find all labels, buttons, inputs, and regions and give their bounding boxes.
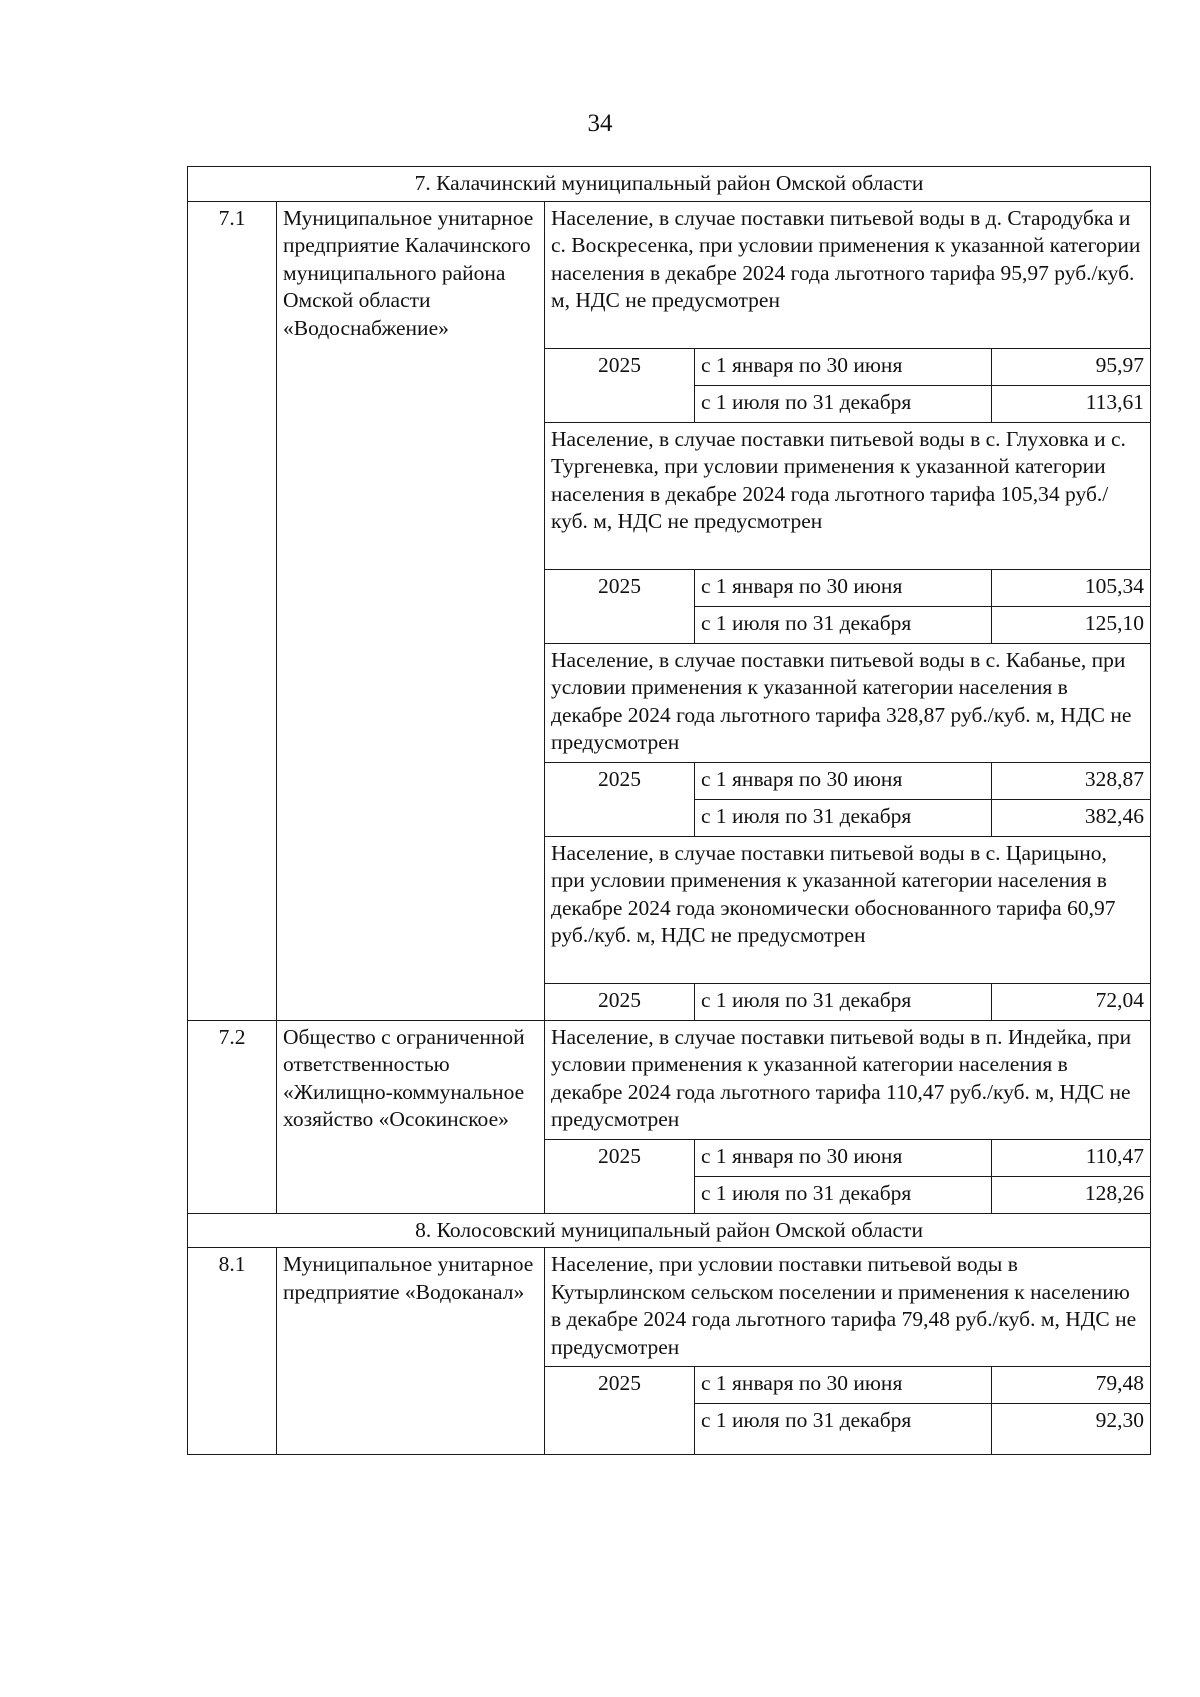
entry-row (188, 1020, 1151, 1139)
tariff-value: 328,87 (992, 762, 1151, 799)
tariff-value: 92,30 (992, 1404, 1151, 1455)
tariff-value: 382,46 (992, 799, 1151, 836)
section-row (188, 1213, 1151, 1248)
tariff-value: 95,97 (992, 348, 1151, 385)
tariff-year: 2025 (545, 762, 695, 836)
tariff-period: с 1 июля по 31 декабря (695, 606, 992, 643)
organization-name: Муниципальное унитарное предприятие «Водоканал» (277, 1248, 545, 1455)
tariff-table (187, 166, 1151, 1455)
tariff-year: 2025 (545, 983, 695, 1020)
entry-row (188, 1248, 1151, 1367)
tariff-value: 113,61 (992, 385, 1151, 422)
section-title: 7. Калачинский муниципальный район Омской области (188, 167, 1151, 202)
consumer-description: Население, в случае поставки питьевой воды в д. Стародубка и с. Воскресенка, при условии применения к указанной категории населения в декабре 2024 года льготного тарифа 95,97 руб./куб. м, НДС не предусмотрен (545, 201, 1151, 348)
consumer-description: Население, при условии поставки питьевой воды в Кутырлинском сельском поселении и применения к населению в декабре 2024 года льготного тарифа 79,48 руб./куб. м, НДС не предусмотрен (545, 1248, 1151, 1367)
tariff-period: с 1 января по 30 июня (695, 569, 992, 606)
entry-row (188, 201, 1151, 348)
entry-number: 7.2 (188, 1020, 277, 1213)
consumer-description: Население, в случае поставки питьевой воды в с. Царицыно, при условии применения к указанной категории населения в декабре 2024 года экономически обоснованного тарифа 60,97 руб./куб. м, НДС не предусмотрен (545, 836, 1151, 983)
tariff-year: 2025 (545, 1139, 695, 1213)
tariff-value: 128,26 (992, 1176, 1151, 1213)
tariff-period: с 1 июля по 31 декабря (695, 983, 992, 1020)
tariff-period: с 1 июля по 31 декабря (695, 1404, 992, 1455)
entry-number: 8.1 (188, 1248, 277, 1455)
consumer-description: Население, в случае поставки питьевой воды в п. Индейка, при условии применения к указанной категории населения в декабре 2024 года льготного тарифа 110,47 руб./куб. м, НДС не предусмотрен (545, 1020, 1151, 1139)
tariff-year: 2025 (545, 569, 695, 643)
tariff-period: с 1 июля по 31 декабря (695, 385, 992, 422)
consumer-description: Население, в случае поставки питьевой воды в с. Глуховка и с. Тургеневка, при условии применения к указанной категории населения в декабре 2024 года льготного тарифа 105,34 руб./куб. м, НДС не предусмотрен (545, 422, 1151, 569)
tariff-period: с 1 июля по 31 декабря (695, 1176, 992, 1213)
tariff-value: 72,04 (992, 983, 1151, 1020)
tariff-year: 2025 (545, 1367, 695, 1455)
section-row (188, 167, 1151, 202)
organization-name: Муниципальное унитарное предприятие Калачинского муниципального района Омской области «Водоснабжение» (277, 201, 545, 1020)
tariff-period: с 1 января по 30 июня (695, 1367, 992, 1404)
tariff-period: с 1 января по 30 июня (695, 348, 992, 385)
tariff-period: с 1 января по 30 июня (695, 1139, 992, 1176)
consumer-description: Население, в случае поставки питьевой воды в с. Кабанье, при условии применения к указанной категории населения в декабре 2024 года льготного тарифа 328,87 руб./куб. м, НДС не предусмотрен (545, 643, 1151, 762)
tariff-value: 110,47 (992, 1139, 1151, 1176)
tariff-period: с 1 января по 30 июня (695, 762, 992, 799)
tariff-period: с 1 июля по 31 декабря (695, 799, 992, 836)
entry-number: 7.1 (188, 201, 277, 1020)
tariff-value: 125,10 (992, 606, 1151, 643)
section-title: 8. Колосовский муниципальный район Омской области (188, 1213, 1151, 1248)
tariff-year: 2025 (545, 348, 695, 422)
tariff-value: 105,34 (992, 569, 1151, 606)
organization-name: Общество с ограниченной ответственностью «Жилищно-коммунальное хозяйство «Осокинское» (277, 1020, 545, 1213)
tariff-value: 79,48 (992, 1367, 1151, 1404)
page-number: 34 (587, 110, 613, 137)
